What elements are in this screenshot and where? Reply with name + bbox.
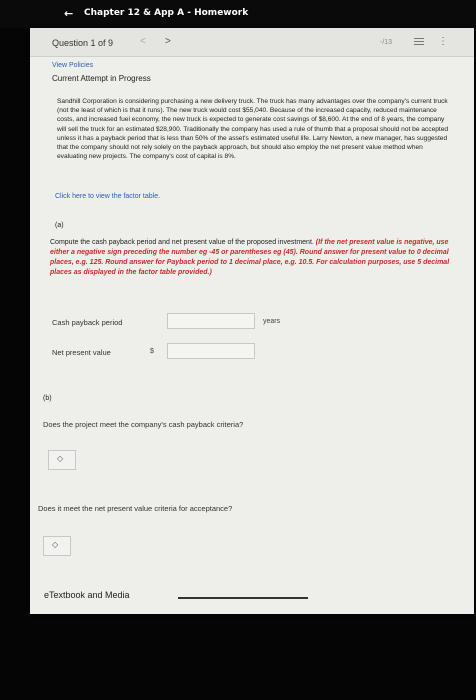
view-policies-link[interactable]: View Policies xyxy=(52,62,94,69)
payback-criteria-select[interactable] xyxy=(48,450,76,470)
instruction-text: Compute the cash payback period and net present value of the proposed investment. xyxy=(50,239,314,246)
part-a-instructions xyxy=(50,238,455,278)
npv-input[interactable] xyxy=(167,343,255,359)
instruction-rounding-note: (If the net present value is negative, use either a negative sign preceding the number eg -45 or parentheses eg (45). Round answer for present value to 0 decimal places, e.g. 125. Round answer for Payback period to 1 decimal place, e.g. 10.5. For calculation purposes, use 5 decimal places as displayed in the factor table provided.) xyxy=(50,239,450,276)
next-question-icon[interactable]: > xyxy=(165,36,171,47)
question-sheet xyxy=(30,28,474,614)
page-title: Chapter 12 & App A - Homework xyxy=(84,8,249,18)
factor-table-link[interactable]: Click here to view the factor table. xyxy=(55,193,161,200)
question-counter: Question 1 of 9 xyxy=(52,38,114,48)
payback-unit: years xyxy=(263,318,281,325)
part-a-label: (a) xyxy=(55,222,64,229)
payback-criteria-question: Does the project meet the company's cash payback criteria? xyxy=(43,420,244,429)
part-b-label: (b) xyxy=(43,395,52,402)
etextbook-divider xyxy=(178,597,308,599)
header-bar xyxy=(0,0,476,28)
select-chevron-icon: ◇ xyxy=(52,540,59,549)
more-options-icon[interactable]: ⋮ xyxy=(438,36,448,47)
npv-criteria-question: Does it meet the net present value criteria for acceptance? xyxy=(38,504,233,513)
prev-question-icon[interactable]: < xyxy=(140,36,146,47)
question-list-icon[interactable] xyxy=(414,36,424,46)
attempt-status: Current Attempt in Progress xyxy=(52,74,151,83)
payback-label: Cash payback period xyxy=(52,318,123,327)
score-indicator: -/13 xyxy=(380,39,393,46)
npv-currency: $ xyxy=(150,348,154,355)
select-chevron-icon: ◇ xyxy=(57,454,64,463)
npv-label: Net present value xyxy=(52,348,111,357)
question-bar xyxy=(30,28,474,57)
back-arrow-icon[interactable]: ← xyxy=(64,7,74,20)
npv-criteria-select[interactable] xyxy=(43,536,71,556)
problem-statement: Sandhill Corporation is considering purchasing a new delivery truck. The truck has many advantages over the company's current truck (not the least of which is that it runs). The new truck would cost $55,040. Because of the increased capacity, reduced maintenance costs, and increased fuel economy, the new truck is expected to generate cost savings of $8,600. At the end of 8 years, the company will sell the truck for an estimated $28,900. Traditionally the company has used a rule of thumb that a proposal should not be accepted unless it has a payback period that is less than 50% of the asset's estimated useful life. Larry Newton, a new manager, has suggested that the company should not rely solely on the payback approach, but should also employ the net present value method when evaluating new projects. The company's cost of capital is 8%. xyxy=(57,98,449,161)
etextbook-link[interactable]: eTextbook and Media xyxy=(44,590,130,600)
payback-input[interactable] xyxy=(167,313,255,329)
